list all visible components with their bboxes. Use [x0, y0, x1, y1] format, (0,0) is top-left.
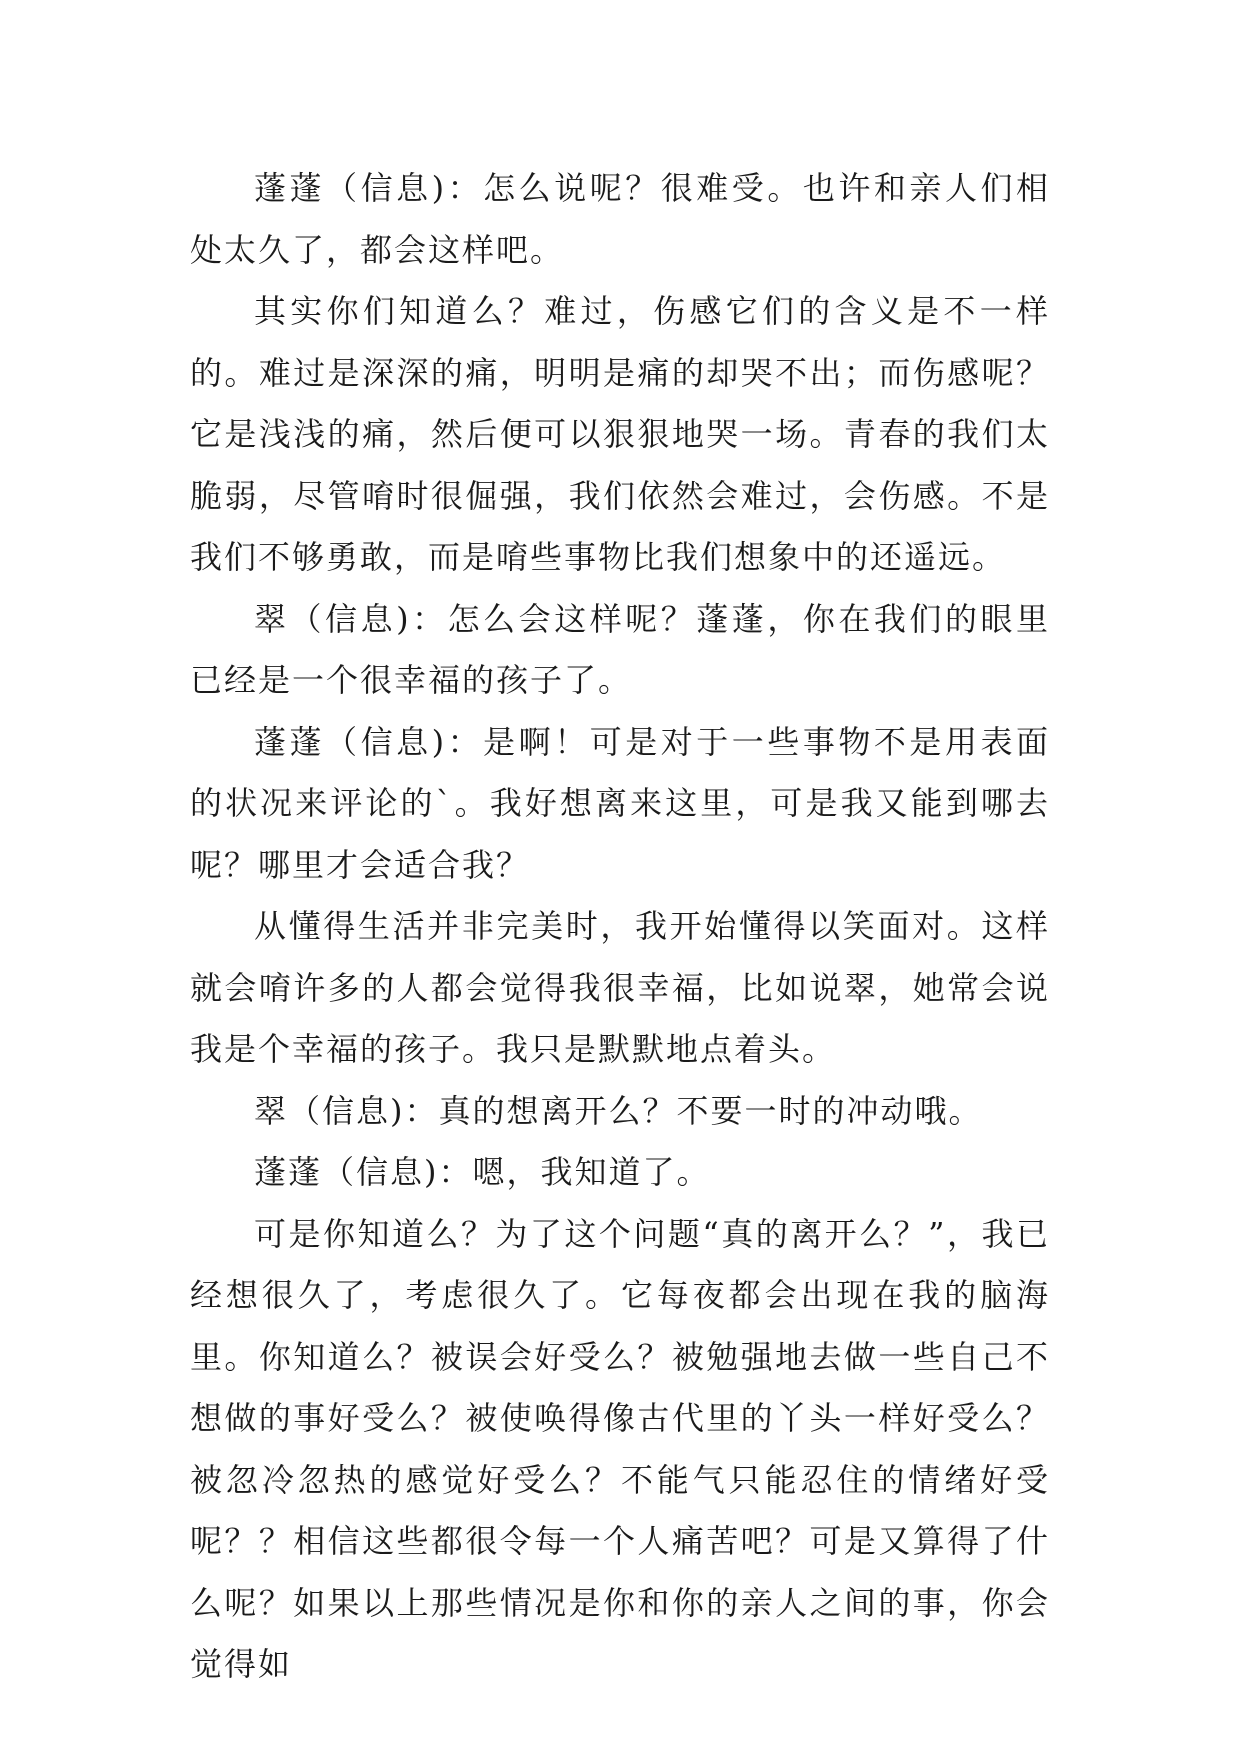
paragraph: 蓬蓬（信息)：怎么说呢？很难受。也许和亲人们相处太久了，都会这样吧。: [190, 169, 1050, 269]
paragraph: 蓬蓬（信息)：嗯，我知道了。: [254, 1153, 711, 1191]
paragraph: 翠（信息)：怎么会这样呢？蓬蓬，你在我们的眼里已经是一个很幸福的孩子了。: [190, 599, 1050, 699]
paragraph: 翠（信息)：真的想离开么？不要一时的冲动哦。: [254, 1091, 983, 1130]
paragraph: 蓬蓬（信息)：是啊！可是对于一些事物不是用表面的状况来评论的`。我好想离来这里，可是我又能到哪去呢？哪里才会适合我？: [190, 722, 1050, 884]
document-body: [190, 158, 1050, 1696]
paragraph: 其实你们知道么？难过，伤感它们的含义是不一样的。难过是深深的痛，明明是痛的却哭不出；而伤感呢？它是浅浅的痛，然后便可以狠狠地哭一场。青春的我们太脆弱，尽管唷时很倔强，我们依然会难过，会伤感。不是我们不够勇敢，而是唷些事物比我们想象中的还遥远。: [190, 292, 1050, 576]
paragraph: 可是你知道么？为了这个问题“真的离开么？”，我已经想很久了，考虑很久了。它每夜都会出现在我的脑海里。你知道么？被误会好受么？被勉强地去做一些自己不想做的事好受么？被使唤得像古代里的丫头一样好受么？被忽冷忽热的感觉好受么？不能气只能忍住的情绪好受呢？？相信这些都很令每一个人痛苦吧？可是又算得了什么呢？如果以上那些情况是你和你的亲人之间的事，你会觉得如: [190, 1214, 1050, 1683]
paragraph: 从懂得生活并非完美时，我开始懂得以笑面对。这样就会唷许多的人都会觉得我很幸福，比如说翠，她常会说我是个幸福的孩子。我只是默默地点着头。: [190, 907, 1050, 1068]
